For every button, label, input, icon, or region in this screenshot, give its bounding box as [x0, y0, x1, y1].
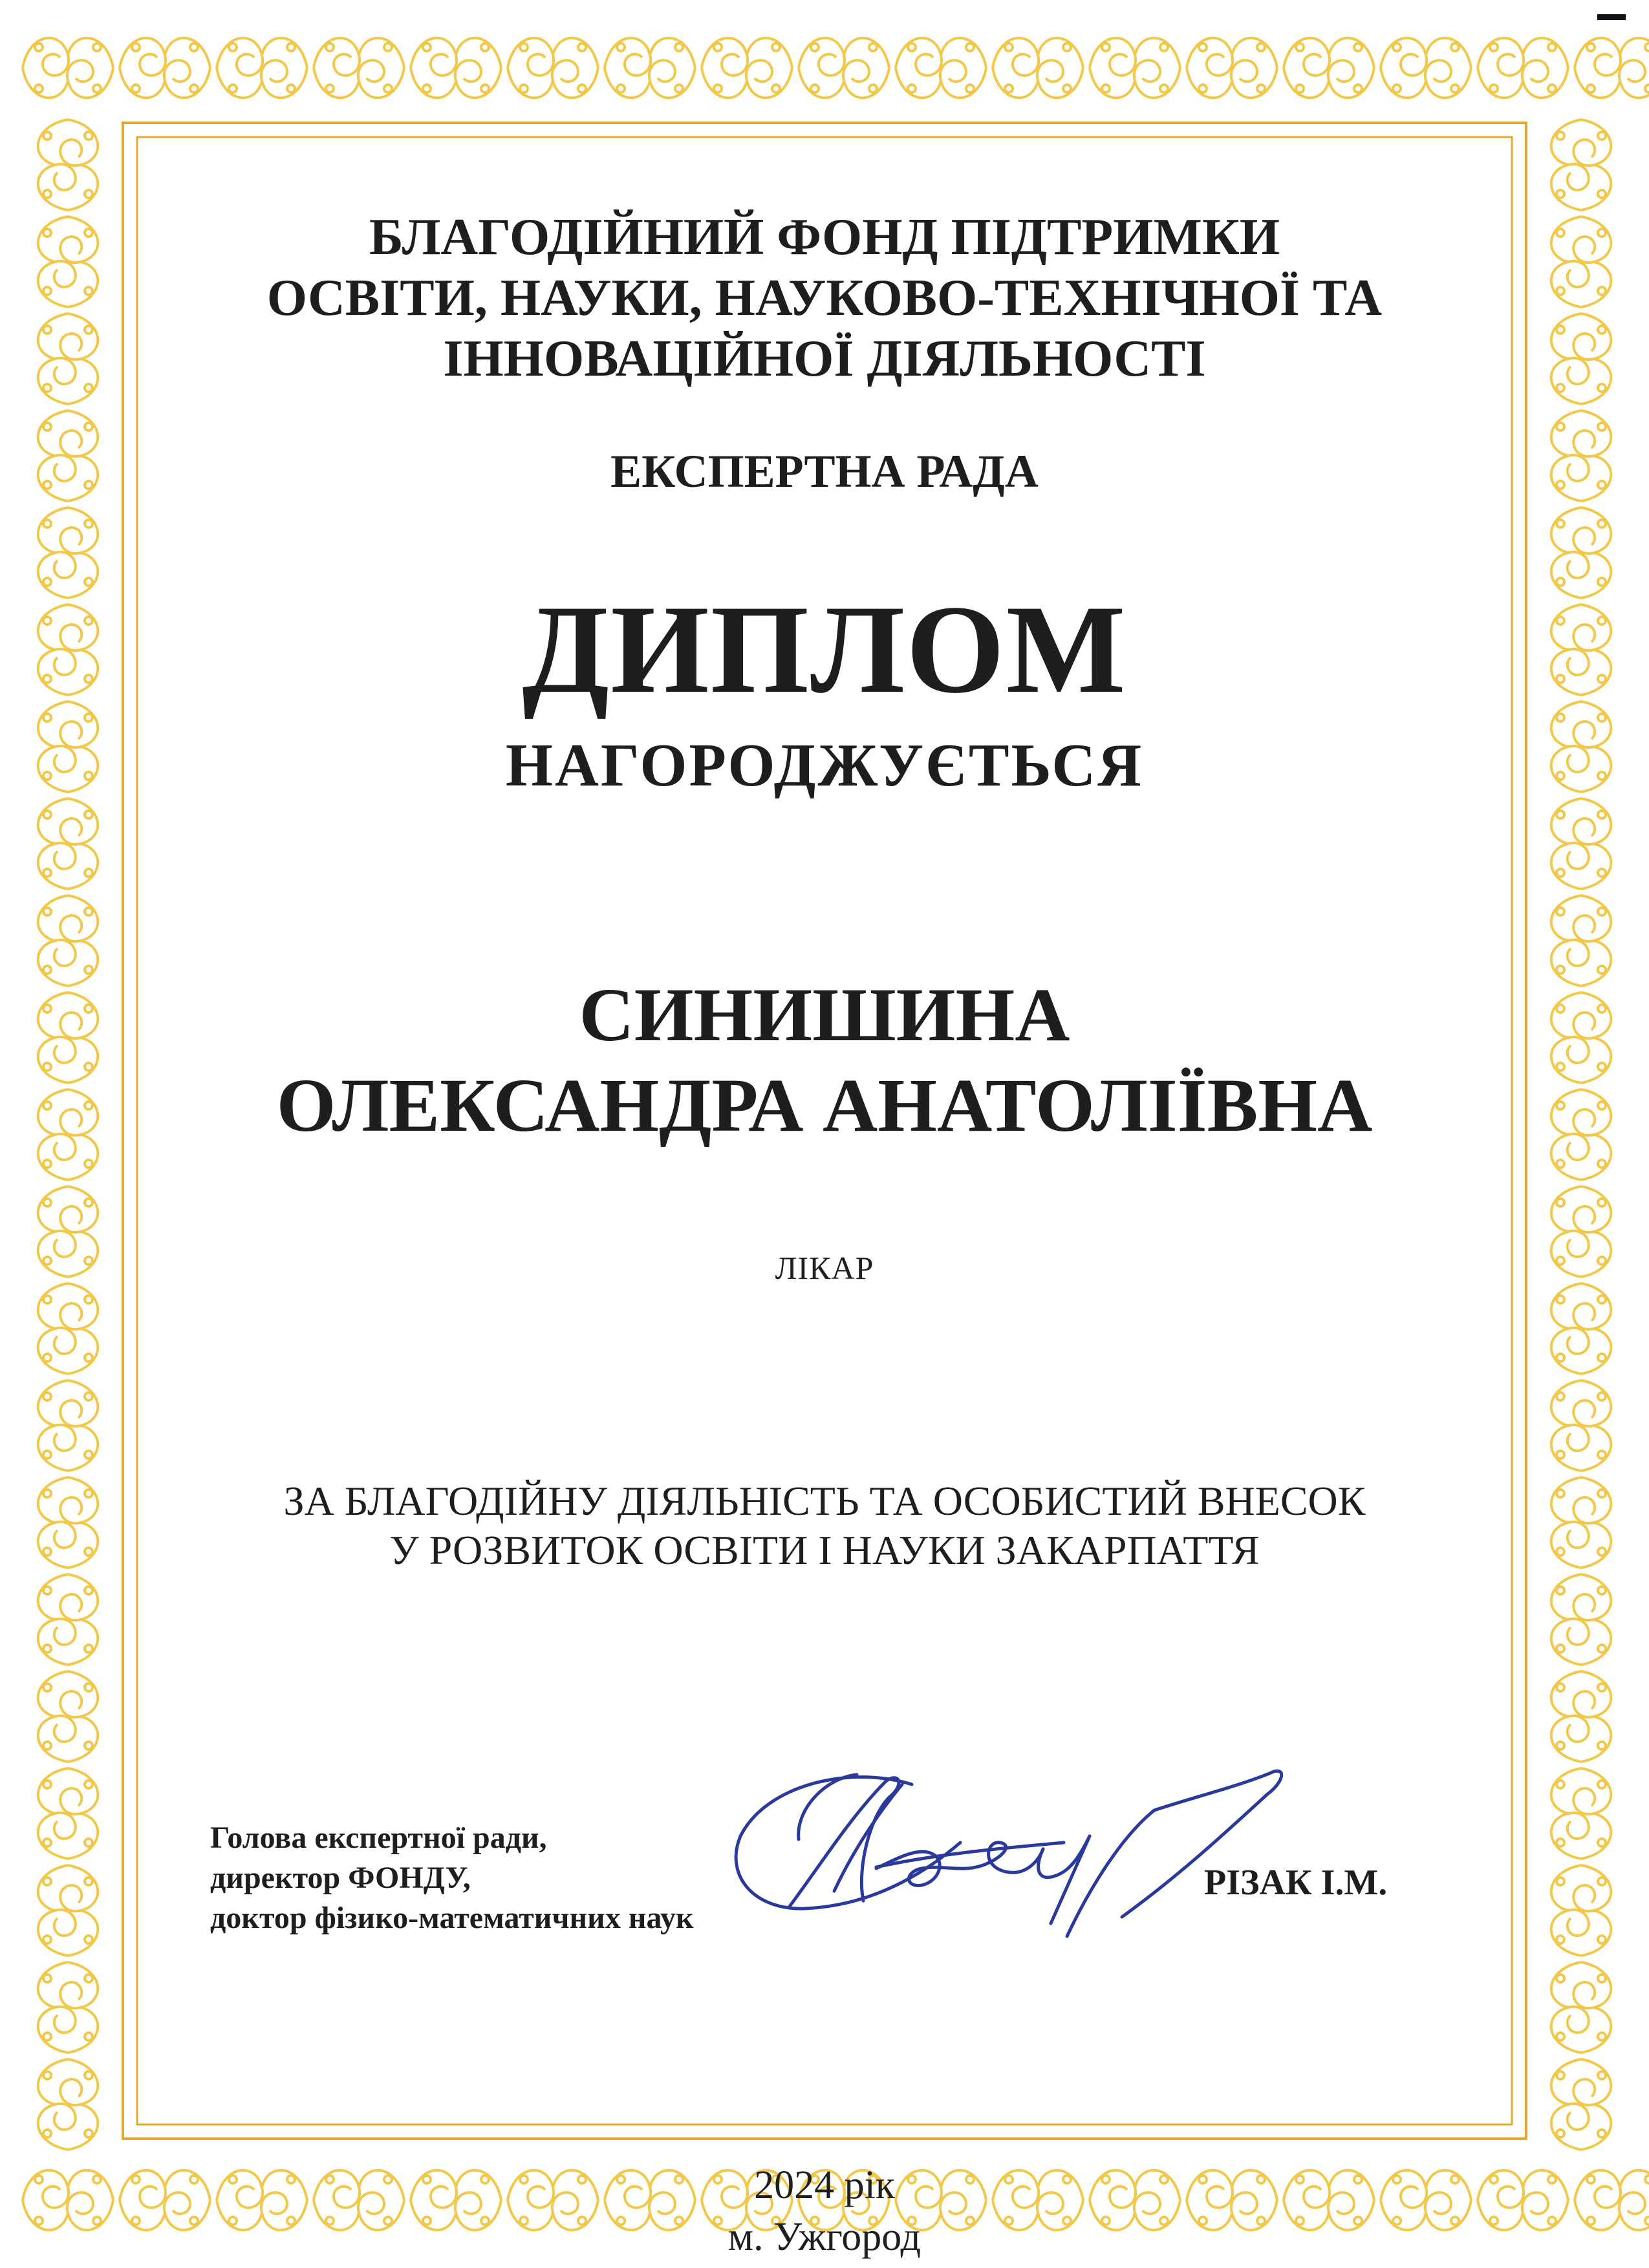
handwritten-signature	[727, 1739, 1310, 1952]
council-title: ЕКСПЕРТНА РАДА	[610, 445, 1039, 497]
award-reason-line-1: ЗА БЛАГОДІЙНУ ДІЯЛЬНІСТЬ ТА ОСОБИСТИЙ ВНЕСОК	[283, 1478, 1366, 1524]
signatory-title-line-2: директор ФОНДУ,	[210, 1861, 471, 1895]
recipient-name	[0, 970, 1649, 1151]
organization-line-2: ОСВІТИ, НАУКИ, НАУКОВО-ТЕХНІЧНОЇ ТА	[266, 270, 1383, 326]
recipient-position: ЛІКАР	[775, 1250, 874, 1286]
recipient-surname: СИНИШИНА	[579, 972, 1070, 1057]
organization-name	[0, 207, 1649, 389]
organization-line-1: БЛАГОДІЙНИЙ ФОНД ПІДТРИМКИ	[369, 209, 1280, 266]
recipient-given-names: ОЛЕКСАНДРА АНАТОЛІЇВНА	[276, 1063, 1373, 1148]
signatory-title-line-1: Голова експертної ради,	[210, 1821, 547, 1855]
organization-line-3: ІННОВАЦІЙНОЇ ДІЯЛЬНОСТІ	[443, 330, 1206, 387]
document-title: ДИПЛОМ	[522, 579, 1127, 720]
signatory-title-line-3: доктор фізико-математичних наук	[210, 1901, 694, 1935]
award-reason	[0, 1477, 1649, 1575]
awarded-text: НАГОРОДЖУЄТЬСЯ	[505, 732, 1144, 799]
award-reason-line-2: У РОЗВИТОК ОСВІТИ І НАУКИ ЗАКАРПАТТЯ	[389, 1527, 1260, 1573]
issue-city: м. Ужгород	[727, 2215, 921, 2259]
signatory-title	[210, 1818, 694, 1938]
signatory-name: РІЗАК І.М.	[1204, 1863, 1388, 1903]
issue-year: 2024 рік	[754, 2163, 895, 2207]
